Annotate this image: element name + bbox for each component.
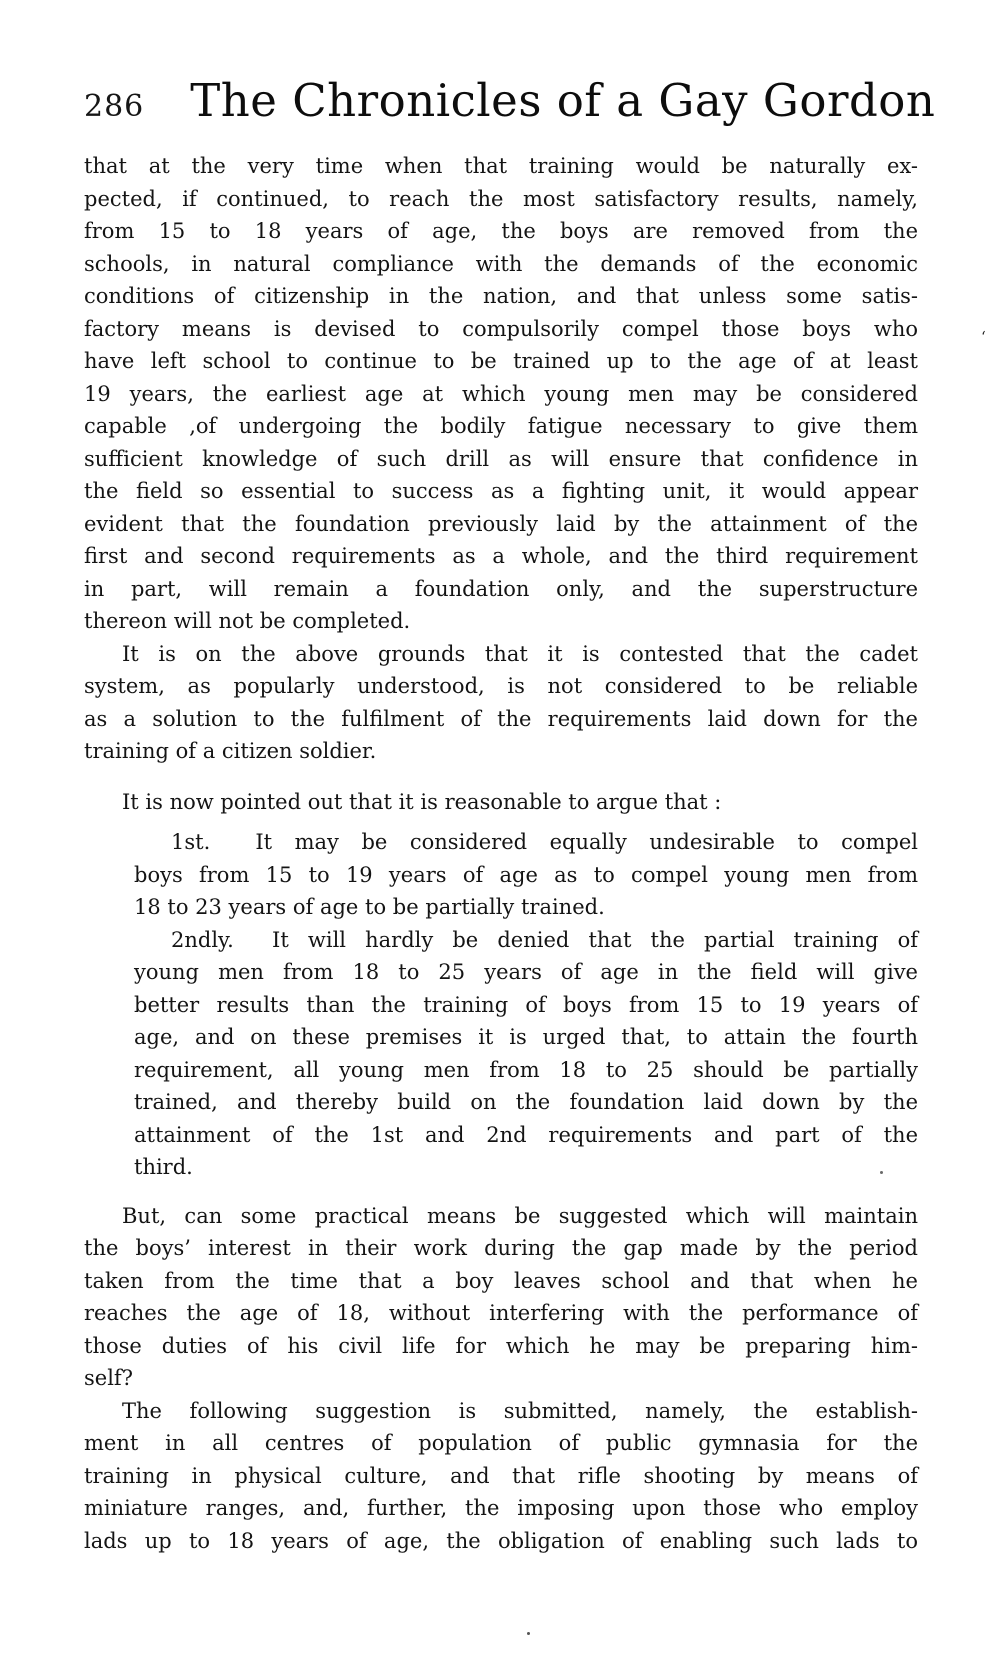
text-line: evident that the foundation previously laid by the attainment of the bbox=[84, 511, 918, 536]
text-line: The following suggestion is submitted, namely, the establish- bbox=[122, 1398, 918, 1423]
text-line: 1st. It may be considered equally undesirable to compel bbox=[171, 830, 918, 854]
text-line: reaches the age of 18, without interfering with the performance of bbox=[84, 1301, 918, 1325]
text-line: age, and on these premises it is urged that, to attain the fourth bbox=[134, 1025, 918, 1049]
text-line: ment in all centres of population of public gymnasia for the bbox=[84, 1431, 918, 1455]
text-line: conditions of citizenship in the nation, and that unless some satis- bbox=[84, 284, 918, 308]
page-number: 286 bbox=[84, 89, 145, 124]
text-line: 19 years, the earliest age at which young men may be considered bbox=[84, 381, 918, 406]
text-line: young men from 18 to 25 years of age in the field will give bbox=[134, 960, 918, 984]
text-line: But, can some practical means be suggested which will maintain bbox=[122, 1203, 918, 1228]
scan-speck bbox=[527, 1632, 530, 1635]
page-title: The Chronicles of a Gay Gordon bbox=[190, 74, 936, 127]
text-line: training in physical culture, and that rifle shooting by means of bbox=[84, 1463, 918, 1488]
text-line: the boys’ interest in their work during the gap made by the period bbox=[84, 1236, 918, 1260]
text-line: first and second requirements as a whole, and the third requirement bbox=[84, 544, 918, 568]
text-line: schools, in natural compliance with the demands of the economic bbox=[84, 251, 918, 276]
text-line: taken from the time that a boy leaves school and that when he bbox=[84, 1268, 918, 1293]
text-line: the field so essential to success as a fighting unit, it would appear bbox=[84, 479, 918, 503]
text-line: trained, and thereby build on the foundation laid down by the bbox=[134, 1090, 918, 1114]
text-line: lads up to 18 years of age, the obligation of enabling such lads to bbox=[84, 1528, 918, 1553]
scan-artifact-margin-mark: ‘ bbox=[981, 328, 986, 346]
text-line: miniature ranges, and, further, the imposing upon those who employ bbox=[84, 1496, 918, 1520]
text-line: from 15 to 18 years of age, the boys are removed from the bbox=[84, 219, 918, 243]
text-line: self? bbox=[84, 1366, 133, 1390]
text-line: sufficient knowledge of such drill as will ensure that confidence in bbox=[84, 446, 918, 471]
text-line: pected, if continued, to reach the most satisfactory results, namely, bbox=[84, 186, 918, 211]
text-line: capable ,of undergoing the bodily fatigue necessary to give them bbox=[84, 414, 918, 438]
page-body bbox=[84, 150, 918, 1557]
text-line: as a solution to the fulfilment of the requirements laid down for the bbox=[84, 706, 918, 731]
text-line: 2ndly. It will hardly be denied that the partial training of bbox=[171, 927, 918, 952]
page-header bbox=[84, 74, 935, 127]
text-line: It is now pointed out that it is reasonable to argue that : bbox=[122, 789, 722, 814]
text-line: attainment of the 1st and 2nd requirements and part of the bbox=[134, 1122, 918, 1147]
text-line: training of a citizen soldier. bbox=[84, 739, 377, 763]
text-line: have left school to continue to be trained up to the age of at least bbox=[84, 349, 918, 373]
text-line: requirement, all young men from 18 to 25 should be partially bbox=[134, 1057, 918, 1082]
scan-speck bbox=[880, 1171, 883, 1174]
text-line: those duties of his civil life for which he may be preparing him- bbox=[84, 1333, 918, 1358]
text-line: system, as popularly understood, is not considered to be reliable bbox=[84, 674, 918, 698]
text-line: third. bbox=[134, 1155, 193, 1179]
text-line: boys from 15 to 19 years of age as to compel young men from bbox=[134, 862, 918, 887]
text-line: better results than the training of boys from 15 to 19 years of bbox=[134, 992, 918, 1017]
text-line: in part, will remain a foundation only, and the superstructure bbox=[84, 576, 918, 601]
text-line: 18 to 23 years of age to be partially trained. bbox=[134, 895, 605, 919]
text-line: that at the very time when that training would be naturally ex- bbox=[84, 154, 918, 178]
text-line: thereon will not be completed. bbox=[84, 609, 411, 633]
text-line: It is on the above grounds that it is contested that the cadet bbox=[122, 641, 918, 666]
text-line: factory means is devised to compulsorily compel those boys who bbox=[84, 316, 918, 341]
